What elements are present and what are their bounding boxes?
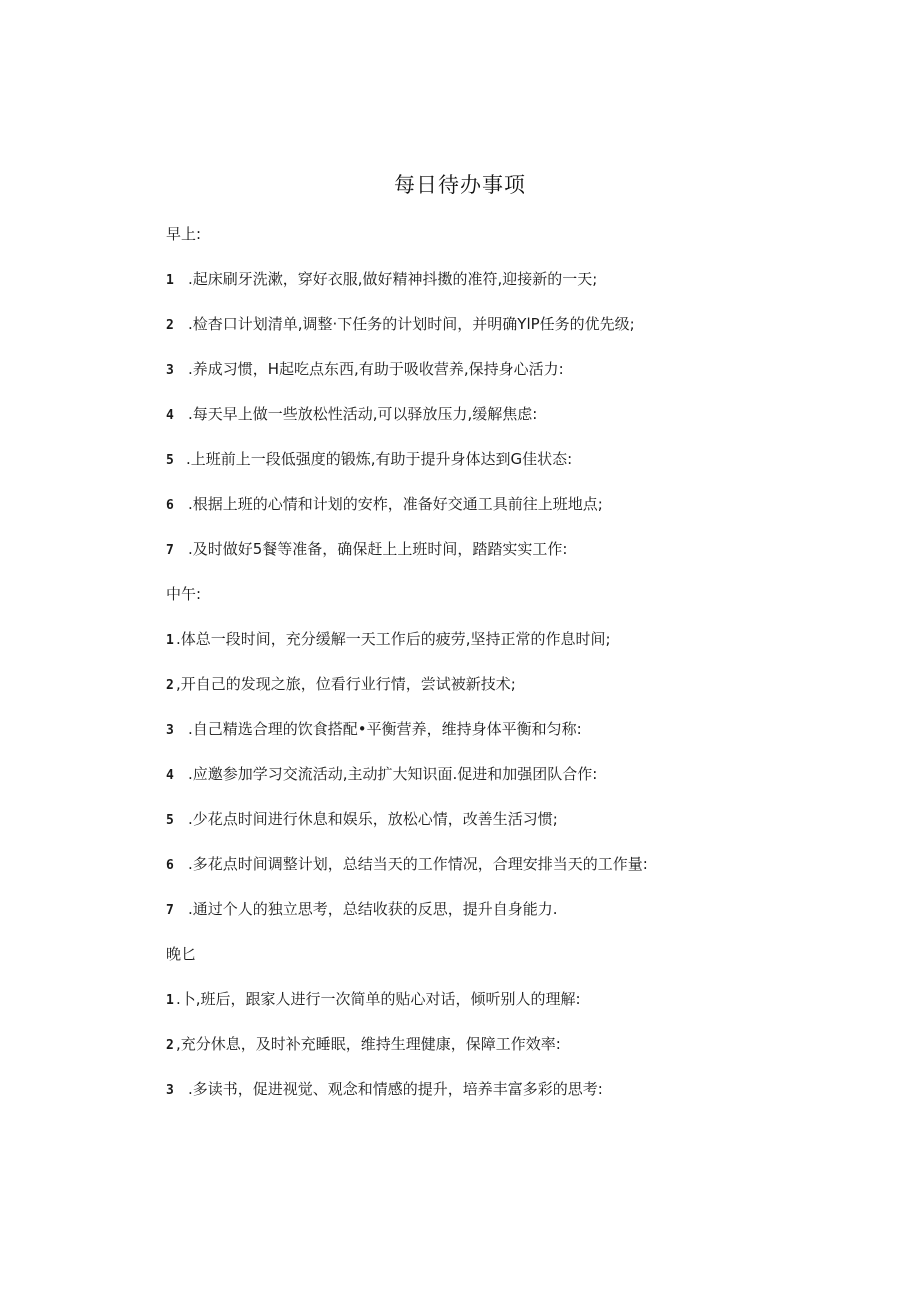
- item-number: 3: [166, 723, 174, 738]
- item-number: 4: [166, 768, 174, 783]
- item-text: .上班前上一段低强度的锻炼,有助于提升身体达到G佳状态:: [186, 450, 573, 468]
- list-item: [166, 1078, 603, 1102]
- document-title: 每日待办事项: [394, 173, 526, 197]
- list-item: [166, 718, 582, 742]
- list-item: [166, 853, 648, 877]
- item-text: .通过个人的独立思考，总结收获的反思，提升自身能力.: [188, 900, 558, 918]
- item-number: 2: [166, 1038, 174, 1053]
- item-text: .根据上班的心情和计划的安柞，准备好交通工具前往上班地点;: [188, 495, 603, 513]
- item-text: .自己精选合理的饮食搭配•平衡营养，维持身体平衡和匀称:: [188, 720, 582, 738]
- item-text: .体总一段时间，充分缓解一天工作后的疲劳,坚持正常的作息时间;: [176, 630, 611, 648]
- item-text: .多花点时间调整计划，总结当天的工作情况，合理安排当天的工作量:: [188, 855, 648, 873]
- item-number: 3: [166, 363, 174, 378]
- item-number: 2: [166, 318, 174, 333]
- item-text: .及时做好5餐等准备，确保赶上上班时间，踏踏实实工作:: [188, 540, 568, 558]
- list-item: [166, 268, 597, 292]
- item-number: 1: [166, 273, 174, 288]
- item-number: 6: [166, 858, 174, 873]
- item-text: .应邀参加学习交流活动,主动扩大知识面.促进和加强团队合作:: [188, 765, 598, 783]
- list-item: [166, 313, 635, 337]
- item-number: 1: [166, 993, 174, 1008]
- list-item: [166, 403, 537, 427]
- item-number: 5: [166, 453, 174, 468]
- item-text: .起床刷牙洗漱，穿好衣服,做好精神抖擞的准符,迎接新的一天;: [188, 270, 598, 288]
- list-item: [166, 673, 516, 697]
- section-heading-noon: 中午:: [166, 585, 202, 603]
- item-text: ,充分休息，及时补充睡眠，维持生理健康，保障工作效率:: [176, 1035, 561, 1053]
- list-item: [166, 493, 603, 517]
- item-number: 2: [166, 678, 174, 693]
- item-number: 4: [166, 408, 174, 423]
- item-number: 7: [166, 903, 174, 918]
- list-item: [166, 538, 567, 562]
- item-text: .每天早上做一些放松性活动,可以驿放压力,缓解焦虑:: [188, 405, 538, 423]
- item-number: 6: [166, 498, 174, 513]
- item-number: 3: [166, 1083, 174, 1098]
- list-item: [166, 988, 581, 1012]
- item-text: .养成习惯，H起吃点东西,有助于吸收营养,保持身心活力:: [188, 360, 564, 378]
- item-text: .多读书，促进视觉、观念和情感的提升，培养丰富多彩的思考:: [188, 1080, 603, 1098]
- item-text: .卜,班后，跟家人进行一次简单的贴心对话，倾听别人的理解:: [176, 990, 581, 1008]
- list-item: [166, 763, 597, 787]
- list-item: [166, 358, 564, 382]
- section-heading-evening: 晚匕: [166, 945, 197, 963]
- item-number: 7: [166, 543, 174, 558]
- item-number: 5: [166, 813, 174, 828]
- list-item: [166, 448, 572, 472]
- list-item: [166, 1033, 561, 1057]
- list-item: [166, 808, 558, 832]
- item-text: ,开自己的发现之旅，位看行业行情，尝试被新技术;: [176, 675, 516, 693]
- list-item: [166, 628, 611, 652]
- item-text: .少花点时间进行休息和娱乐，放松心情，改善生活习惯;: [188, 810, 558, 828]
- item-text: .检杳口计划清单,调整·下任务的计划时间，并明确YlP任务的优先级;: [188, 315, 635, 333]
- section-heading-morning: 早上:: [166, 225, 202, 243]
- list-item: [166, 898, 558, 922]
- item-number: 1: [166, 633, 174, 648]
